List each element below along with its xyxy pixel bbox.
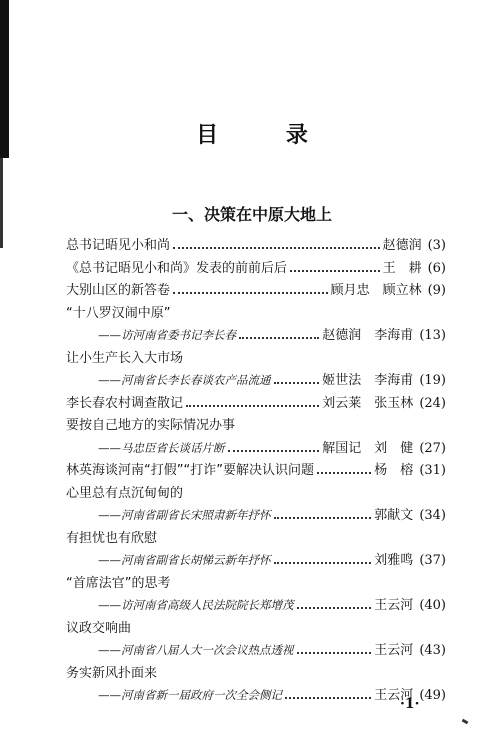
toc-entry-page: (34) — [419, 508, 446, 523]
toc-leader-dots — [173, 292, 328, 294]
toc-leader-dots — [317, 472, 371, 474]
toc-entry-title: 要按自己地方的实际情况办事 — [66, 418, 236, 433]
toc-subtitle-row — [66, 639, 446, 662]
toc-entry-title: ——河南省副省长宋照肃新年抒怀 — [98, 508, 271, 522]
toc-entry-title: ——河南省长李长春谈农产品流通 — [98, 373, 271, 387]
toc-leader-dots — [186, 405, 319, 407]
toc-entry-title: 有担忧也有欣慰 — [66, 530, 158, 546]
toc-entry-title: ——河南省副省长胡悌云新年抒怀 — [98, 553, 271, 567]
toc-entry-page: (19) — [419, 373, 446, 388]
toc-entry-title: 心里总有点沉甸甸的 — [66, 485, 184, 501]
toc-entry-author: 解国记 刘 健 — [322, 440, 414, 456]
toc-entry-author: 杨 榕 — [374, 463, 414, 478]
toc-entry-author: 赵德润 — [382, 238, 422, 253]
toc-entry-page: (31) — [419, 463, 446, 478]
toc-leader-dots — [239, 337, 319, 339]
toc-entry-author: 顾月忠 顾立林 — [330, 283, 422, 298]
toc-entry-author: 刘雅鸣 — [374, 553, 414, 568]
toc-entry-author: 姬世法 李海甫 — [322, 373, 414, 388]
toc-entry-page: (3) — [427, 238, 446, 253]
toc-entry-title: 林英海谈河南“打假”“打诈”要解决认识问题 — [66, 463, 314, 478]
toc-subtitle-row — [66, 549, 446, 572]
toc-leader-dots — [274, 562, 372, 564]
toc-entry-page: (6) — [427, 260, 446, 276]
toc-entry-page: (40) — [419, 598, 446, 613]
toc-entry-row — [66, 257, 446, 280]
toc-entry-row — [66, 302, 446, 325]
toc-subtitle-row — [66, 437, 446, 460]
toc-entry-page: (49) — [419, 688, 446, 703]
toc-entry-row — [66, 662, 446, 685]
toc-entry-row — [66, 414, 446, 437]
toc-entry-title: 大别山区的新答卷 — [66, 283, 171, 298]
toc-leader-dots — [228, 450, 320, 452]
toc-entry-page: (37) — [419, 553, 446, 568]
toc-entry-author: 王云河 — [374, 688, 414, 703]
toc-subtitle-row — [66, 504, 446, 527]
toc-entry-title: ——河南省八届人大一次会议热点透视 — [98, 643, 294, 657]
toc-entry-title: 李长春农村调查散记 — [66, 395, 184, 411]
table-of-contents — [66, 234, 446, 707]
toc-entry-row — [66, 572, 446, 595]
page-title: 目 录 — [196, 122, 338, 148]
toc-entry-author: 王 耕 — [382, 260, 422, 276]
toc-entry-author: 王云河 — [374, 643, 414, 658]
toc-subtitle-row — [66, 684, 446, 707]
toc-entry-title: “首席法官”的思考 — [66, 575, 171, 591]
toc-leader-dots — [297, 607, 372, 609]
toc-subtitle-row — [66, 369, 446, 392]
toc-entry-page: (24) — [419, 395, 446, 411]
toc-entry-row — [66, 482, 446, 505]
toc-entry-title: 议政交响曲 — [66, 620, 132, 636]
toc-entry-page: (27) — [419, 440, 446, 456]
section-title: 一、决策在中原大地上 — [171, 205, 332, 224]
toc-leader-dots — [274, 517, 372, 519]
toc-entry-row — [66, 347, 446, 370]
toc-leader-dots — [173, 247, 380, 249]
toc-entry-author: 王云河 — [374, 598, 414, 613]
toc-leader-dots — [290, 270, 380, 272]
toc-entry-title: 《总书记晤见小和尚》发表的前前后后 — [66, 260, 288, 276]
toc-entry-title: 让小生产长入大市场 — [66, 350, 184, 366]
toc-entry-author: 赵德润 李海甫 — [322, 328, 414, 343]
toc-entry-page: (9) — [427, 283, 446, 298]
toc-leader-dots — [274, 382, 320, 384]
page-number: ·1· — [400, 696, 420, 712]
toc-entry-title: 务实新风扑面来 — [66, 665, 158, 681]
toc-leader-dots — [297, 652, 372, 654]
toc-leader-dots — [285, 697, 371, 699]
toc-entry-title: ——马忠臣省长谈话片断 — [98, 440, 225, 455]
toc-subtitle-row — [66, 324, 446, 347]
toc-entry-title: “十八罗汉闹中原” — [66, 305, 171, 321]
toc-entry-author: 刘云莱 张玉林 — [322, 395, 414, 411]
toc-entry-row — [66, 392, 446, 415]
scan-speck — [462, 719, 469, 725]
toc-entry-title: ——访河南省高级人民法院院长郑增茂 — [98, 598, 294, 612]
toc-entry-author: 郭献文 — [374, 508, 414, 523]
toc-entry-page: (13) — [419, 328, 446, 343]
toc-entry-row — [66, 459, 446, 482]
toc-entry-row — [66, 617, 446, 640]
toc-entry-title: ——河南省新一届政府一次全会侧记 — [98, 688, 282, 702]
toc-entry-row — [66, 527, 446, 550]
toc-entry-title: ——访河南省委书记李长春 — [98, 328, 236, 342]
toc-entry-page: (43) — [419, 643, 446, 658]
toc-entry-row — [66, 234, 446, 257]
toc-entry-row — [66, 279, 446, 302]
toc-subtitle-row — [66, 594, 446, 617]
toc-entry-title: 总书记晤见小和尚 — [66, 238, 171, 253]
